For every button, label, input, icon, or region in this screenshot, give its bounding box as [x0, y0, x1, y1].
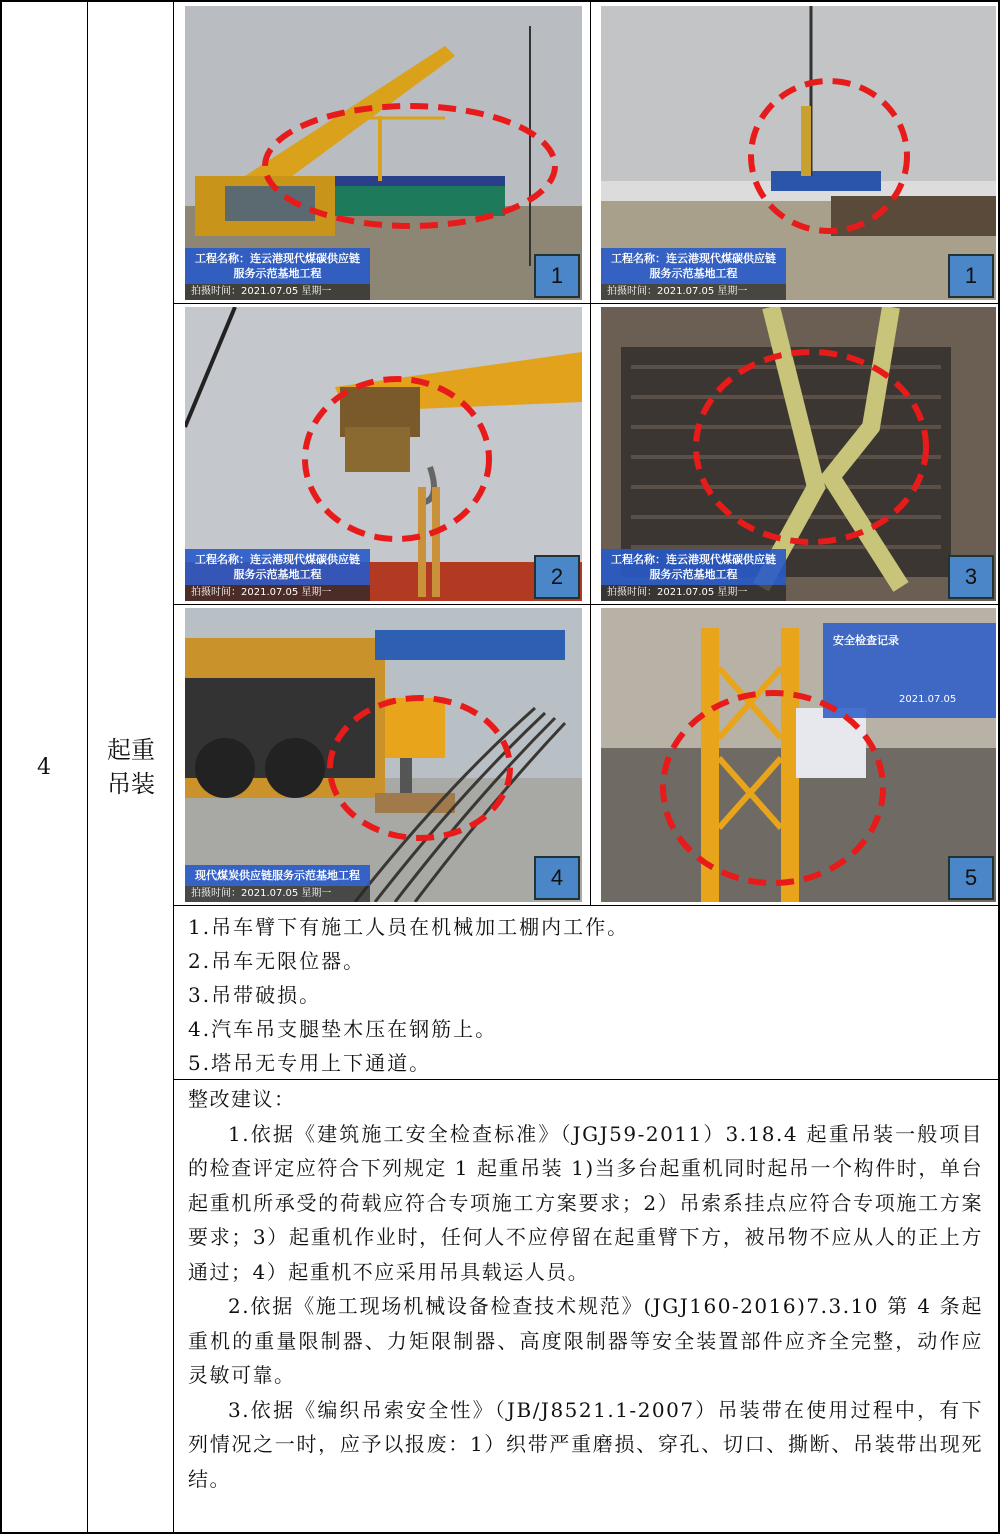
- row-number: 4: [37, 754, 51, 780]
- suggestion-paragraph: 3.依据《编织吊索安全性》（JB/J8521.1-2007）吊装带在使用过程中，有下列情况之一时，应予以报废：1）织带严重磨损、穿孔、切口、撕断、吊装带出现死结。: [188, 1397, 983, 1491]
- caption-date: 拍摄时间：2021.07.05 星期一: [185, 284, 370, 300]
- suggestions-heading: 整改建议：: [188, 1087, 296, 1111]
- photo-label: 3: [948, 555, 994, 599]
- issue-item: 1.吊车臂下有施工人员在机械加工棚内工作。: [188, 915, 630, 939]
- photo-row-divider-1: [174, 303, 998, 304]
- inspection-record-title: 安全检查记录: [833, 634, 899, 647]
- category-cell: [88, 0, 174, 1534]
- caption-title: 工程名称：连云港现代煤碳供应链服务示范基地工程: [601, 549, 786, 585]
- photo-tower-crane-base: [601, 608, 996, 902]
- caption-title: 工程名称：连云港现代煤碳供应链服务示范基地工程: [185, 549, 370, 585]
- photo-label: 1: [534, 254, 580, 298]
- caption-date: 拍摄时间：2021.07.05 星期一: [185, 585, 370, 601]
- photo-caption: [601, 248, 786, 300]
- suggestion-paragraph: 2.依据《施工现场机械设备检查技术规范》(JGJ160-2016)7.3.10 第 4 条起重机的重量限制器、力矩限制器、高度限制器等安全装置部件应齐全完整，动作应灵敏可靠。: [188, 1294, 983, 1387]
- issue-item: 3.吊带破损。: [188, 983, 322, 1007]
- photo-label: 2: [534, 555, 580, 599]
- photo-crane-hook: [185, 307, 582, 601]
- photo-damaged-sling: [601, 307, 996, 601]
- photo-caption: [601, 549, 786, 601]
- photo-crane-over-shed: [185, 6, 582, 300]
- caption-title: 现代煤炭供应链服务示范基地工程: [185, 865, 370, 886]
- issue-item: 4.汽车吊支腿垫木压在钢筋上。: [188, 1017, 498, 1041]
- issue-item: 2.吊车无限位器。: [188, 949, 366, 973]
- suggestion-paragraph: 1.依据《建筑施工安全检查标准》（JGJ59-2011）3.18.4 起重吊装一般项目的检查评定应符合下列规定 1 起重吊装 1)当多台起重机同时起吊一个构件时，单台起重机所承受的荷载应符合专项施工方案要求；2）吊索系挂点应符合专项施工方案要求；3）起重机作业时，任何人不应停留在起重臂下方，被吊物不应从人的正上方通过；4）起重机不应采用吊具载运人员。: [188, 1121, 983, 1284]
- rectification-suggestions: [174, 1080, 997, 1532]
- photo-caption: [185, 865, 370, 902]
- photo-row-divider-2: [174, 604, 998, 605]
- caption-title: 工程名称：连云港现代煤碳供应链服务示范基地工程: [601, 248, 786, 284]
- photo-caption: [185, 549, 370, 601]
- photo-crane-distant: [601, 6, 996, 300]
- inspection-record-date: 2021.07.05: [899, 694, 957, 705]
- photo-caption: [185, 248, 370, 300]
- caption-date: 拍摄时间：2021.07.05 星期一: [601, 585, 786, 601]
- photo-column-divider: [590, 0, 591, 905]
- issue-item: 5.塔吊无专用上下通道。: [188, 1051, 432, 1075]
- caption-date: 拍摄时间：2021.07.05 星期一: [185, 886, 370, 902]
- caption-date: 拍摄时间：2021.07.05 星期一: [601, 284, 786, 300]
- photo-label: 1: [948, 254, 994, 298]
- caption-title: 工程名称：连云港现代煤碳供应链服务示范基地工程: [185, 248, 370, 284]
- photo-label: 5: [948, 856, 994, 900]
- photo-label: 4: [534, 856, 580, 900]
- issues-list: [174, 906, 997, 1078]
- category-label: 起重吊装: [107, 736, 155, 798]
- photo-outrigger-on-rebar: [185, 608, 582, 902]
